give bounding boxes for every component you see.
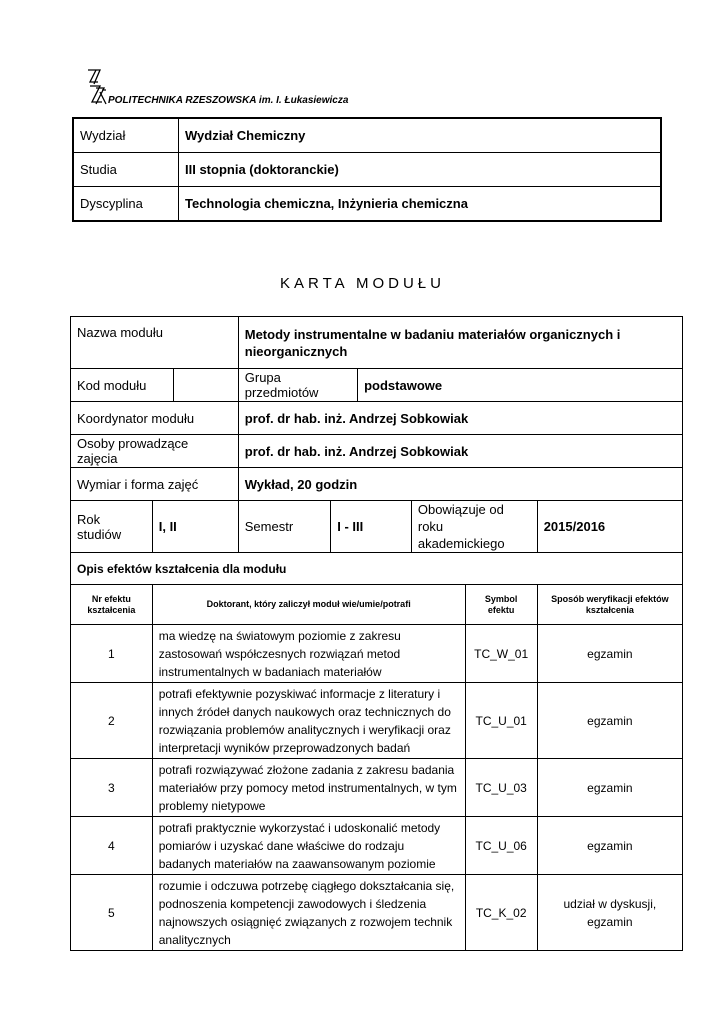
outcome-desc: ma wiedzę na światowym poziomie z zakresu zastosowań współczesnych rozwiązań metod instrumentalnych w badaniach materiałów — [152, 625, 465, 683]
header-method: Sposób weryfikacji efektów kształcenia — [537, 585, 682, 625]
module-name-value: Metody instrumentalne w badaniu materiałów organicznych i nieorganicznych — [238, 317, 682, 369]
outcome-symbol: TC_W_01 — [465, 625, 537, 683]
outcome-symbol: TC_U_01 — [465, 683, 537, 759]
outcome-desc: potrafi efektywnie pozyskiwać informacje z literatury i innych źródeł danych naukowych oraz technicznych do rozwiązania problemów analitycznych i weryfikacji oraz interpretacji wyników przeprowadzonych badań — [152, 683, 465, 759]
info-row-faculty — [73, 118, 661, 153]
outcome-nr: 4 — [71, 817, 153, 875]
semester-label: Semestr — [238, 501, 330, 553]
outcome-method: egzamin — [537, 683, 682, 759]
table-row — [71, 625, 683, 683]
page-title: KARTA MODUŁU — [280, 275, 445, 292]
info-label: Dyscyplina — [73, 187, 179, 222]
outcome-desc: potrafi praktycznie wykorzystać i udoskonalić metody pomiarów i uzyskać dane właściwe do rodzaju badanych materiałów na zaawansowanym poziomie — [152, 817, 465, 875]
table-row — [71, 875, 683, 951]
outcome-method: egzamin — [537, 625, 682, 683]
coordinator-value: prof. dr hab. inż. Andrzej Sobkowiak — [238, 402, 682, 435]
outcome-symbol: TC_K_02 — [465, 875, 537, 951]
info-row-studies — [73, 153, 661, 187]
outcome-nr: 3 — [71, 759, 153, 817]
table-row — [71, 817, 683, 875]
info-label: Wydział — [73, 118, 179, 153]
outcome-nr: 1 — [71, 625, 153, 683]
year-label: Rok studiów — [71, 501, 153, 553]
info-value: Technologia chemiczna, Inżynieria chemiczna — [179, 187, 662, 222]
outcomes-header-row — [71, 585, 683, 625]
table-row — [71, 759, 683, 817]
year-value: I, II — [152, 501, 238, 553]
coordinator-label: Koordynator modułu — [71, 402, 239, 435]
outcome-desc: potrafi rozwiązywać złożone zadania z zakresu badania materiałów przy pomocy metod instrumentalnych, w tym problemy nietypowe — [152, 759, 465, 817]
university-name: POLITECHNIKA RZESZOWSKA im. I. Łukasiewicza — [108, 95, 349, 106]
info-table — [72, 117, 662, 222]
header-symbol: Symbol efektu — [465, 585, 537, 625]
outcome-desc: rozumie i odczuwa potrzebę ciągłego dokształcania się, podnoszenia kompetencji zawodowych i śledzenia najnowszych osiągnięć związanych z rozwojem technik analitycznych — [152, 875, 465, 951]
page-header — [86, 68, 486, 108]
module-code-label: Kod modułu — [71, 369, 174, 402]
form-label: Wymiar i forma zajęć — [71, 468, 239, 501]
module-name-label: Nazwa modułu — [71, 317, 239, 369]
info-label: Studia — [73, 153, 179, 187]
valid-from-label: Obowiązuje od roku akademickiego — [411, 501, 537, 553]
module-name-row — [71, 317, 683, 369]
outcomes-title-row — [71, 553, 683, 585]
module-table — [70, 316, 683, 951]
form-row — [71, 468, 683, 501]
outcome-method: egzamin — [537, 817, 682, 875]
outcome-symbol: TC_U_06 — [465, 817, 537, 875]
teachers-value: prof. dr hab. inż. Andrzej Sobkowiak — [238, 435, 682, 468]
university-logo-icon — [86, 68, 108, 106]
outcome-nr: 5 — [71, 875, 153, 951]
outcome-symbol: TC_U_03 — [465, 759, 537, 817]
outcome-method: egzamin — [537, 759, 682, 817]
teachers-row — [71, 435, 683, 468]
teachers-label: Osoby prowadzące zajęcia — [71, 435, 239, 468]
header-nr: Nr efektu kształcenia — [71, 585, 153, 625]
outcome-method: udział w dyskusji, egzamin — [537, 875, 682, 951]
module-code-value — [174, 369, 239, 402]
coordinator-row — [71, 402, 683, 435]
valid-from-value: 2015/2016 — [537, 501, 682, 553]
info-value: Wydział Chemiczny — [179, 118, 662, 153]
table-row — [71, 683, 683, 759]
group-value: podstawowe — [358, 369, 683, 402]
outcomes-title: Opis efektów kształcenia dla modułu — [71, 553, 683, 585]
semester-value: I - III — [331, 501, 412, 553]
year-row — [71, 501, 683, 553]
module-code-row — [71, 369, 683, 402]
group-label: Grupa przedmiotów — [238, 369, 357, 402]
form-value: Wykład, 20 godzin — [238, 468, 682, 501]
header-desc: Doktorant, który zaliczył moduł wie/umie/potrafi — [152, 585, 465, 625]
info-value: III stopnia (doktoranckie) — [179, 153, 662, 187]
outcome-nr: 2 — [71, 683, 153, 759]
info-row-discipline — [73, 187, 661, 222]
